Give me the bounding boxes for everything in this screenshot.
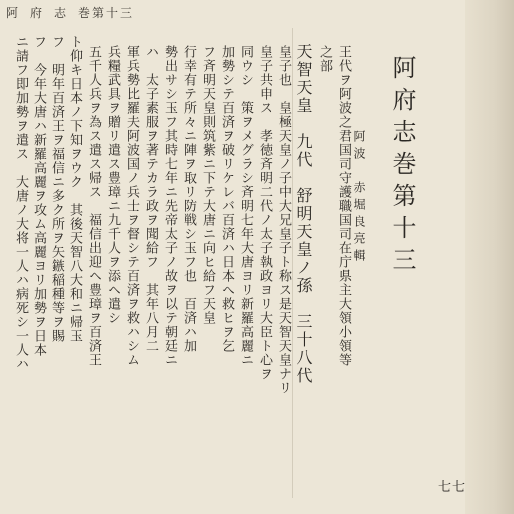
text-column: 軍兵勢比羅夫阿波国ノ兵士ヲ督シテ百済ヲ救ハシム [124, 45, 139, 367]
header-part: 志 [54, 5, 69, 20]
text-column: フ 今年大唐ハ新羅高麗ヲ攻ム高麗ヨリ加勢ヲ日本 [31, 35, 46, 357]
text-column: フ斉明天皇則筑紫ニ下テ大唐ニ向ヒ給フ天皇 [200, 45, 215, 325]
text-column: 王代ヲ阿波之君国司守護職国司在庁県主大領小領等 [336, 45, 351, 367]
text-column: 同ウシ 策ヲメグラシ斉明七年大唐ヨリ新羅高麗ニ [238, 45, 253, 367]
text-column: ハ 太子素服ヲ著テカラ政ヲ聞給フ 其年八月二 [143, 45, 158, 353]
header-part: 巻第十三 [78, 5, 135, 20]
text-column: 加勢シテ百済ヲ破リケレバ百済ハ日本へ救ヒヲ乞 [219, 45, 234, 353]
text-column: 兵糧武具ヲ贈リ遣ス豊璋ニ九千人ヲ添ヘ遣シ [105, 45, 120, 325]
text-column: ト仰キ日本ノ下知ヲウク 其後天智八大和ニ帰玉 [67, 35, 82, 343]
text-column: 之部 [317, 45, 332, 73]
text-column: 五千人兵ヲ為ス遣ス帰ス 福信出迎ヘ豊璋ヲ百済王 [86, 45, 101, 367]
text-column: 行幸有テ所々ニ陣ヲ取リ防戦シ玉フ也 百済ハ加 [181, 45, 196, 353]
text-column: ニ請フ即加勢ヲ遣ス 大唐ノ大将一人ハ病死シ一人ハ [13, 35, 28, 371]
text-column: フ 明年百済王ヲ福信ニ多ク所ヲ矢鏃稲種等ヲ賜 [49, 35, 64, 343]
text-column: 皇子也 皇極天皇ノ子中大兄皇子ト称ス是天智天皇ナリ [276, 45, 291, 395]
book-gutter [465, 0, 514, 514]
header-part: 阿 [6, 5, 21, 20]
text-column: 皇子共申ス 孝徳斉明二代ノ太子執政ヨリ大臣ト心ヲ [257, 45, 272, 381]
section-heading: 天智天皇 九代 舒明天皇ノ孫 三十八代 [294, 43, 313, 385]
book-title: 阿府志巻第十三 [388, 55, 416, 279]
page-divider [292, 28, 293, 498]
author-line: 阿波 赤堀良亮輯 [352, 130, 366, 266]
running-header [6, 3, 196, 21]
page-number: 七七 [438, 480, 467, 495]
text-column: 勢出サシ玉フ其時七年ニ先帝太子ノ故ヲ以テ朝廷ニ [162, 45, 177, 367]
header-part: 府 [30, 5, 45, 20]
